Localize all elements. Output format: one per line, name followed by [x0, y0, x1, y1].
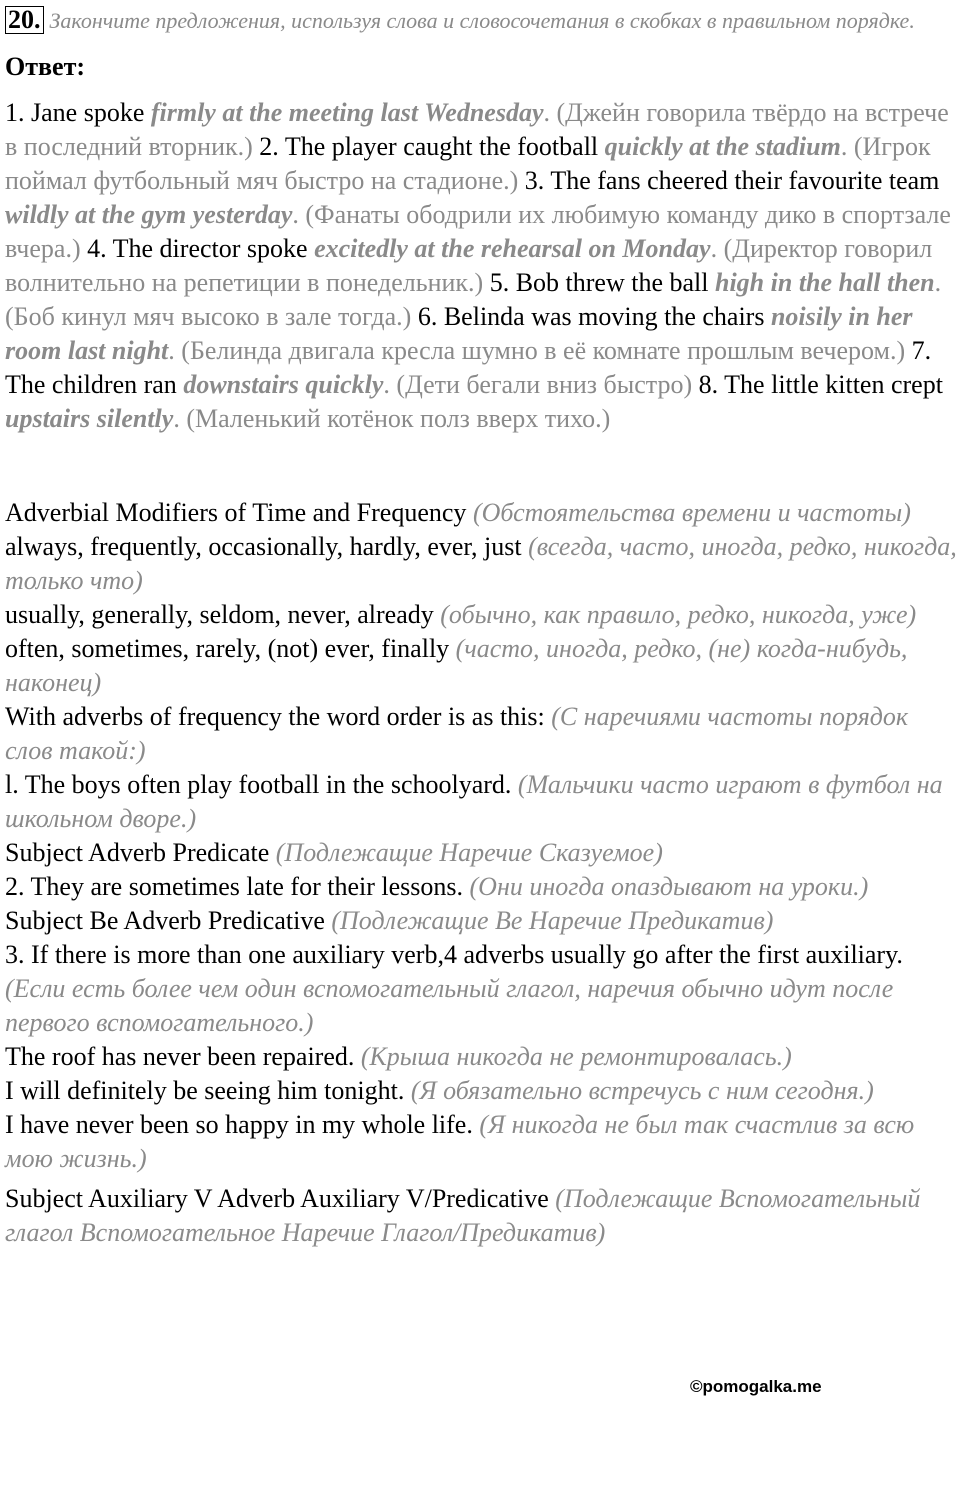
rule-translation: (обычно, как правило, редко, никогда, уже) [440, 600, 917, 629]
rule-line [5, 836, 957, 870]
rule-translation: (Подлежащие Вспомогательный глагол Вспомогательное Наречие Глагол/Предикатив) [5, 1184, 921, 1247]
rule-line [5, 1074, 957, 1108]
answer-paragraph [5, 96, 957, 436]
answer-en: 7. The children ran [5, 336, 932, 399]
rule-translation: (С наречиями частоты порядок слов такой:) [5, 702, 909, 765]
answer-en: 5. Bob threw the ball [489, 268, 715, 297]
answer-emphasis: upstairs silently [5, 404, 174, 433]
answer-en: 6. Belinda was moving the chairs [417, 302, 771, 331]
answer-emphasis: quickly at the stadium [604, 132, 841, 161]
rule-line [5, 938, 957, 1040]
rules-section [5, 496, 957, 1250]
answer-translation: . (Игрок поймал футбольный мяч быстро на стадионе.) [5, 132, 931, 195]
rule-line [5, 700, 957, 768]
rule-en: always, frequently, occasionally, hardly, ever, just [5, 532, 529, 561]
rule-translation: (Крыша никогда не ремонтировалась.) [360, 1042, 792, 1071]
rule-en: 3. If there is more than one auxiliary verb,4 adverbs usually go after the first auxiliary. [5, 940, 903, 969]
rule-en: Subject Auxiliary V Adverb Auxiliary V/Predicative [5, 1184, 556, 1213]
rule-en: With adverbs of frequency the word order is as this: [5, 702, 552, 731]
answer-translation: . (Боб кинул мяч высоко в зале тогда.) [5, 268, 942, 331]
rule-line [5, 768, 957, 836]
answer-emphasis: excitedly at the rehearsal on Monday [314, 234, 711, 263]
rule-translation: (часто, иногда, редко, (не) когда-нибудь, наконец) [5, 634, 908, 697]
rule-line [5, 598, 957, 632]
page [5, 0, 957, 1250]
answer-en: 2. The player caught the football [259, 132, 605, 161]
task-number: 20. [5, 6, 44, 34]
rule-en: l. The boys often play football in the schoolyard. [5, 770, 518, 799]
answer-emphasis: downstairs quickly [183, 370, 384, 399]
answer-translation: . (Маленький котёнок полз вверх тихо.) [173, 404, 611, 433]
rule-translation: (Мальчики часто играют в футбол на школьном дворе.) [5, 770, 943, 833]
rule-translation: (Я обязательно встречусь с ним сегодня.) [410, 1076, 874, 1105]
answer-emphasis: high in the hall then [715, 268, 935, 297]
answer-translation: . (Фанаты ободрили их любимую команду дико в спортзале вчера.) [5, 200, 951, 263]
rule-en: I will definitely be seeing him tonight. [5, 1076, 411, 1105]
answer-en: 4. The director spoke [87, 234, 315, 263]
rule-line [5, 1108, 957, 1176]
rule-en: 2. They are sometimes late for their lessons. [5, 872, 470, 901]
rule-translation: (Я никогда не был так счастлив за всю мою жизнь.) [5, 1110, 915, 1173]
rule-translation: (Если есть более чем один вспомогательный глагол, наречия обычно идут после первого вспомогательного.) [5, 974, 894, 1037]
rule-en: Subject Adverb Predicate [5, 838, 276, 867]
rule-en: Subject Be Adverb Predicative [5, 906, 332, 935]
rule-en: often, sometimes, rarely, (not) ever, finally [5, 634, 456, 663]
watermark: ©pomogalka.me [690, 1377, 822, 1396]
answer-emphasis: noisily in her room last night [5, 302, 913, 365]
answer-en: 1. Jane spoke [5, 98, 151, 127]
task-instruction: Закончите предложения, используя слова и словосочетания в скобках в правильном порядке. [49, 8, 915, 33]
rule-line [5, 1040, 957, 1074]
answer-translation: . (Джейн говорила твёрдо на встрече в последний вторник.) [5, 98, 949, 161]
rule-line [5, 530, 957, 598]
rule-en: usually, generally, seldom, never, already [5, 600, 441, 629]
rule-line [5, 1182, 957, 1250]
answer-label: Ответ: [5, 52, 86, 81]
rule-line [5, 496, 957, 530]
rule-en: The roof has never been repaired. [5, 1042, 361, 1071]
rule-translation: (Они иногда опаздывают на уроки.) [469, 872, 869, 901]
rule-translation: (Подлежащие Be Наречие Предикатив) [331, 906, 774, 935]
rule-en: I have never been so happy in my whole life. [5, 1110, 480, 1139]
rule-translation: (Обстоятельства времени и частоты) [472, 498, 911, 527]
answer-emphasis: wildly at the gym yesterday [5, 200, 293, 229]
task-header [5, 0, 957, 36]
answer-en: 3. The fans cheered their favourite team [524, 166, 940, 195]
rule-translation: (Подлежащие Наречие Сказуемое) [275, 838, 663, 867]
rule-en: Adverbial Modifiers of Time and Frequency [5, 498, 473, 527]
answer-translation: . (Белинда двигала кресла шумно в её комнате прошлым вечером.) [168, 336, 912, 365]
rule-line [5, 632, 957, 700]
answer-en: 8. The little kitten crept [698, 370, 943, 399]
answer-emphasis: firmly at the meeting last Wednesday [150, 98, 544, 127]
rule-line [5, 870, 957, 904]
answer-translation: . (Дети бегали вниз быстро) [383, 370, 699, 399]
rule-translation: (всегда, часто, иногда, редко, никогда, только что) [5, 532, 957, 595]
answer-translation: . (Директор говорил волнительно на репетиции в понедельник.) [5, 234, 933, 297]
rule-line [5, 904, 957, 938]
